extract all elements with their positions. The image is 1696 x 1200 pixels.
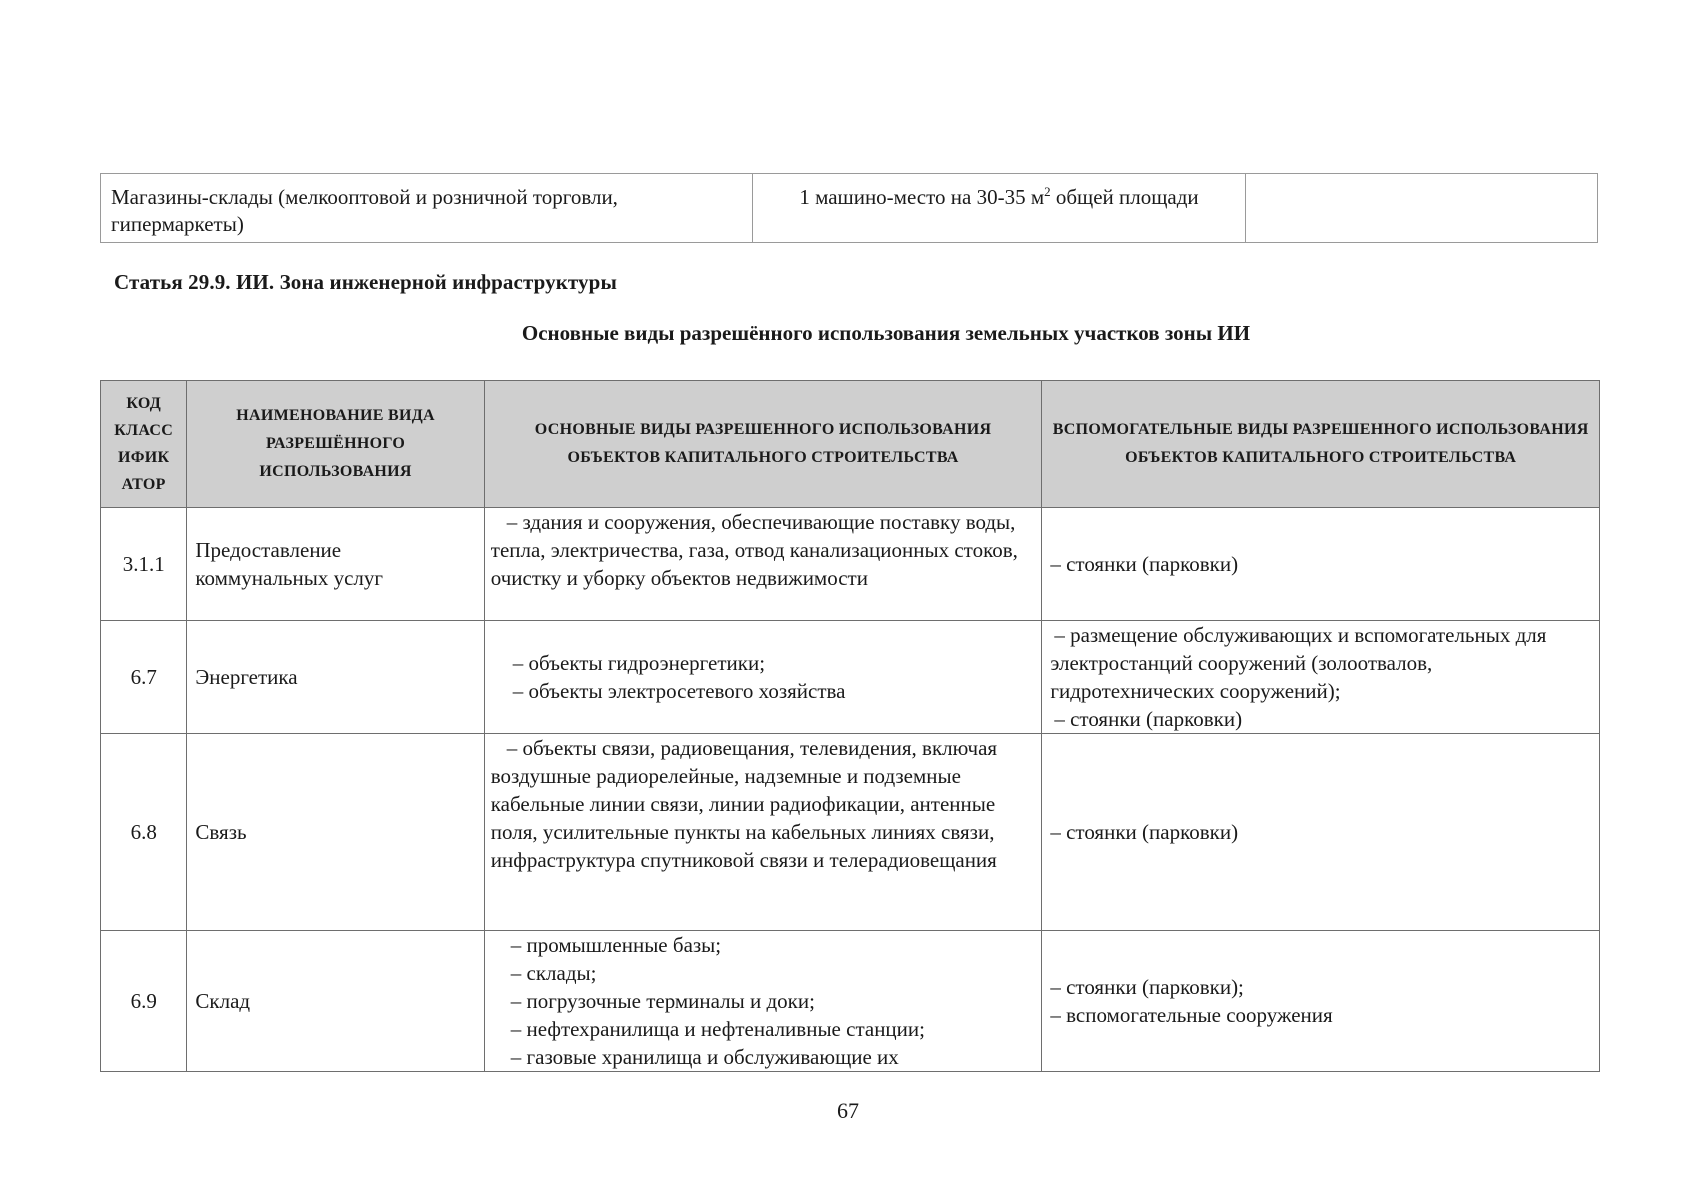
section-title: Основные виды разрешённого использования земельных участков зоны ИИ: [521, 321, 1251, 345]
aux-use-item: – стоянки (парковки): [1054, 707, 1243, 731]
cell-aux-uses: [1042, 621, 1600, 734]
main-use-text: – объекты связи, радиовещания, телевидения, включая воздушные радиорелейные, надземные и подземные кабельные линии связи, линии радиофикации, антенные поля, усилительные пункты на кабельных линиях связи, инфраструктура спутниковой связи и телерадиовещания: [490, 736, 998, 872]
cell-aux-uses: [1042, 931, 1600, 1072]
cell-main-uses: [484, 508, 1042, 621]
header-code: КОД КЛАСС ИФИК АТОР: [101, 381, 187, 508]
aux-use-item: – стоянки (парковки);: [1050, 975, 1244, 999]
main-use-item: – газовые хранилища и обслуживающие их: [510, 1045, 899, 1069]
table-header-row: [101, 381, 1600, 508]
main-use-item: – погрузочные терминалы и доки;: [510, 989, 815, 1013]
table-cell-empty: [1246, 174, 1598, 243]
cell-code: 6.8: [101, 734, 187, 931]
main-use-item: – нефтехранилища и нефтеналивные станции;: [510, 1017, 925, 1041]
header-name: НАИМЕНОВАНИЕ ВИДА РАЗРЕШЁННОГО ИСПОЛЬЗОВАНИЯ: [187, 381, 484, 508]
cell-main-uses: [484, 621, 1042, 734]
main-use-item: – объекты гидроэнергетики;: [512, 651, 766, 675]
norm-superscript: 2: [1044, 184, 1051, 199]
table-cell-parking-norm: [753, 174, 1246, 243]
article-title: Статья 29.9. ИИ. Зона инженерной инфраструктуры: [114, 270, 617, 294]
cell-name: Связь: [187, 734, 484, 931]
main-use-item: – склады;: [510, 961, 597, 985]
norm-text-suffix: общей площади: [1050, 185, 1199, 209]
cell-name: Предоставление коммунальных услуг: [187, 508, 484, 621]
main-use-item: – объекты электросетевого хозяйства: [512, 679, 846, 703]
previous-page-table: [100, 173, 1598, 243]
table-row: [101, 508, 1600, 621]
table-row: [101, 734, 1600, 931]
cell-aux-uses: [1042, 734, 1600, 931]
cell-code: 6.9: [101, 931, 187, 1072]
cell-name: Энергетика: [187, 621, 484, 734]
land-use-table: [100, 380, 1600, 1072]
aux-use-item: – вспомогательные сооружения: [1050, 1003, 1333, 1027]
table-cell-building-type: Магазины-склады (мелкооптовой и розничной торговли, гипермаркеты): [101, 174, 753, 243]
cell-code: 3.1.1: [101, 508, 187, 621]
cell-name: Склад: [187, 931, 484, 1072]
cell-main-uses: [484, 931, 1042, 1072]
cell-main-uses: [484, 734, 1042, 931]
cell-aux-uses: [1042, 508, 1600, 621]
main-use-text: – здания и сооружения, обеспечивающие поставку воды, тепла, электричества, газа, отвод канализационных стоков, очистку и уборку объектов недвижимости: [490, 510, 1018, 590]
header-aux-uses: ВСПОМОГАТЕЛЬНЫЕ ВИДЫ РАЗРЕШЕННОГО ИСПОЛЬЗОВАНИЯ ОБЪЕКТОВ КАПИТАЛЬНОГО СТРОИТЕЛЬСТВА: [1042, 381, 1600, 508]
table-row: [101, 931, 1600, 1072]
aux-use-item: – стоянки (парковки): [1050, 820, 1239, 844]
aux-use-item: – размещение обслуживающих и вспомогательных для электростанций сооружений (золоотвалов, гидротехнических сооружений);: [1050, 623, 1547, 703]
table-row: [101, 621, 1600, 734]
cell-code: 6.7: [101, 621, 187, 734]
norm-text: 1 машино-место на 30-35 м: [799, 185, 1045, 209]
page-number: 67: [837, 1098, 859, 1123]
header-main-uses: ОСНОВНЫЕ ВИДЫ РАЗРЕШЕННОГО ИСПОЛЬЗОВАНИЯ ОБЪЕКТОВ КАПИТАЛЬНОГО СТРОИТЕЛЬСТВА: [484, 381, 1042, 508]
table-row: [101, 174, 1598, 243]
aux-use-item: – стоянки (парковки): [1050, 552, 1239, 576]
main-use-item: – промышленные базы;: [510, 933, 722, 957]
